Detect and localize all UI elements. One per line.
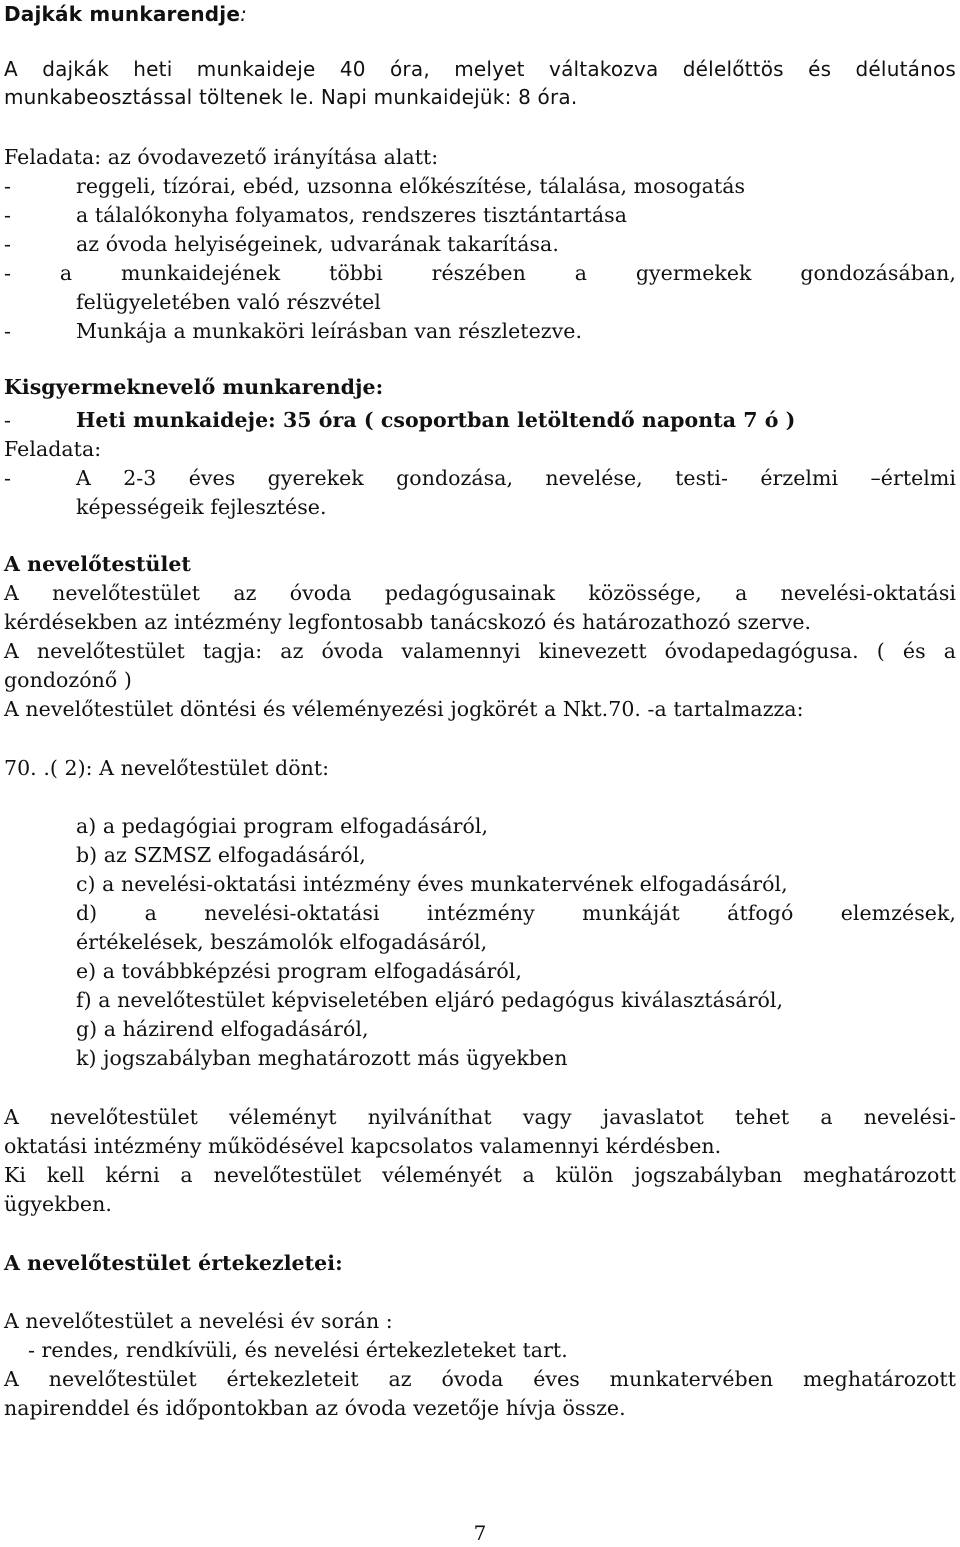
nevelotestulet-decides: 70. .( 2): A nevelőtestület dönt: (4, 756, 330, 780)
dajkak-bullet: az óvoda helyiségeinek, udvarának takarítása. (76, 232, 559, 256)
bullet-marker: - (4, 232, 11, 256)
decision-item: k) jogszabályban meghatározott más ügyekben (76, 1046, 568, 1070)
ertekezletek-kinds: - rendes, rendkívüli, és nevelési értekezleteket tart. (28, 1338, 568, 1362)
decision-item: g) a házirend elfogadásáról, (76, 1017, 369, 1041)
decision-item: c) a nevelési-oktatási intézmény éves munkatervének elfogadásáról, (76, 872, 788, 896)
nevelotestulet-paragraph-line: Ki kell kérni a nevelőtestület véleményét a külön jogszabályban meghatározott (4, 1163, 956, 1187)
decision-item: b) az SZMSZ elfogadásáról, (76, 843, 366, 867)
page-number: 7 (473, 1521, 487, 1545)
nevelotestulet-paragraph-line: A nevelőtestület véleményt nyilváníthat vagy javaslatot tehet a nevelési- (4, 1105, 956, 1129)
dajkak-bullet: Munkája a munkaköri leírásban van részletezve. (76, 319, 583, 343)
dajkak-bullet: reggeli, tízórai, ebéd, uzsonna előkészítése, tálalása, mosogatás (76, 174, 746, 198)
ertekezletek-intro: A nevelőtestület a nevelési év során : (4, 1309, 393, 1333)
section-heading-ertekezletek: A nevelőtestület értekezletei: (4, 1251, 343, 1275)
section-heading-nevelotestulet: A nevelőtestület (4, 552, 191, 576)
bullet-marker: - (4, 408, 11, 432)
kisgyermeknevelo-hours: Heti munkaideje: 35 óra ( csoportban letöltendő naponta 7 ó ) (76, 408, 796, 432)
nevelotestulet-paragraph-line: A nevelőtestület az óvoda pedagógusainak közössége, a nevelési-oktatási (4, 581, 956, 605)
section-heading-kisgyermeknevelo: Kisgyermeknevelő munkarendje: (4, 375, 384, 399)
ertekezletek-paragraph-line: napirenddel és időpontokban az óvoda vezetője hívja össze. (4, 1396, 626, 1420)
nevelotestulet-paragraph-line: ügyekben. (4, 1192, 112, 1216)
dajkak-bullet: - a munkaidejének többi részében a gyermekek gondozásában, (4, 261, 956, 285)
nevelotestulet-paragraph-line: A nevelőtestület döntési és véleményezési jogkörét a Nkt.70. -a tartalmazza: (4, 697, 804, 721)
nevelotestulet-paragraph-line: oktatási intézmény működésével kapcsolatos valamennyi kérdésben. (4, 1134, 722, 1158)
decision-item: d) a nevelési-oktatási intézmény munkáját átfogó elemzések, (76, 901, 956, 925)
kisgyermeknevelo-tasks-label: Feladata: (4, 437, 102, 461)
kisgyermeknevelo-task: A 2-3 éves gyerekek gondozása, nevelése, testi- érzelmi –értelmi (76, 466, 956, 490)
nevelotestulet-paragraph-line: kérdésekben az intézmény legfontosabb tanácskozó és határozathozó szerve. (4, 610, 812, 634)
bullet-marker: - (4, 466, 11, 490)
dajkak-tasks-intro: Feladata: az óvodavezető irányítása alatt: (4, 145, 439, 169)
nevelotestulet-paragraph-line: A nevelőtestület tagja: az óvoda valamennyi kinevezett óvodapedagógusa. ( és a (4, 639, 956, 663)
bullet-marker: - (4, 203, 11, 227)
bullet-marker: - (4, 174, 11, 198)
kisgyermeknevelo-task-continuation: képességeik fejlesztése. (76, 495, 327, 519)
section-heading-dajkak: Dajkák munkarendje: (4, 2, 248, 26)
nevelotestulet-paragraph-line: gondozónő ) (4, 668, 132, 692)
dajkak-paragraph-line: A dajkák heti munkaideje 40 óra, melyet váltakozva délelőttös és délutános (4, 57, 956, 81)
decision-item: e) a továbbképzési program elfogadásáról, (76, 959, 522, 983)
dajkak-paragraph-line: munkabeosztással töltenek le. Napi munkaidejük: 8 óra. (4, 85, 578, 109)
decision-item-continuation: értékelések, beszámolók elfogadásáról, (76, 930, 488, 954)
bullet-marker: - (4, 319, 11, 343)
decision-item: f) a nevelőtestület képviseletében eljáró pedagógus kiválasztásáról, (76, 988, 784, 1012)
dajkak-bullet-continuation: felügyeletében való részvétel (76, 290, 381, 314)
ertekezletek-paragraph-line: A nevelőtestület értekezleteit az óvoda éves munkatervében meghatározott (4, 1367, 956, 1391)
decision-item: a) a pedagógiai program elfogadásáról, (76, 814, 489, 838)
dajkak-bullet: a tálalókonyha folyamatos, rendszeres tisztántartása (76, 203, 627, 227)
